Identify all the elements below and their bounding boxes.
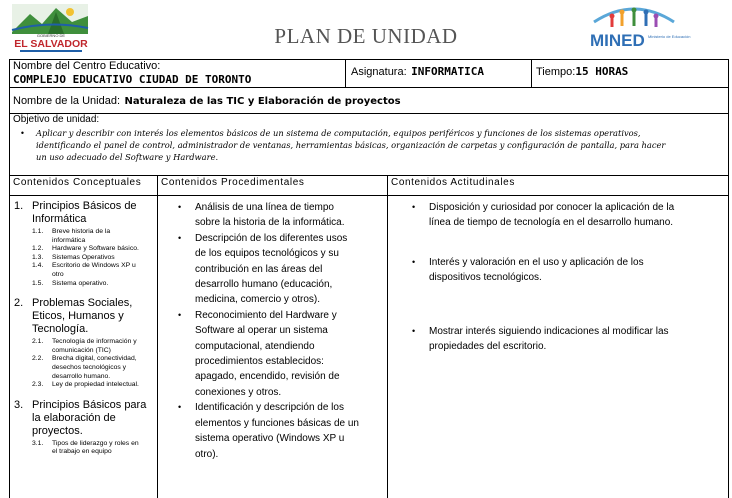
concept-sub-item <box>14 245 156 254</box>
concept-sub-line: Ley de propiedad intelectual. <box>52 381 139 389</box>
bullet-icon: • <box>178 232 182 243</box>
procedimental-line: Análisis de una línea de tiempo <box>195 202 334 213</box>
procedimental-item <box>170 308 382 400</box>
procedimental-line: Descripción de los diferentes usos <box>195 232 348 244</box>
concept-sub-line: informática <box>52 236 86 244</box>
mined-logo <box>586 2 691 58</box>
sub-number: 1.2. <box>32 245 44 253</box>
row-divider <box>9 113 729 114</box>
row-divider <box>9 87 729 88</box>
concept-sub-line: Sistemas Operativos <box>52 253 115 261</box>
centro-value: COMPLEJO EDUCATIVO CIUDAD DE TORONTO <box>13 73 252 86</box>
row-divider <box>9 195 729 196</box>
table-border-right <box>728 59 729 498</box>
procedimental-line: otro). <box>195 448 219 460</box>
header-conceptuales: Contenidos Conceptuales <box>13 177 142 188</box>
tiempo-label: Tiempo: <box>536 66 576 78</box>
procedimental-line: de los equipos tecnológicos y su <box>195 248 339 260</box>
asignatura-value: INFORMATICA <box>411 65 484 78</box>
sub-number: 1.1. <box>32 228 44 235</box>
concept-sub-item <box>14 338 156 355</box>
concept-main-item <box>14 200 156 226</box>
tiempo-value: 15 HORAS <box>575 65 629 78</box>
concept-main-line: Informática <box>32 213 87 225</box>
table-border-left <box>9 59 10 498</box>
concept-main-line: proyectos. <box>32 424 83 437</box>
concept-group <box>14 200 156 288</box>
procedimental-line: Software al operar un sistema <box>195 325 328 337</box>
procedimental-line: sobre la historia de la informática. <box>195 217 345 229</box>
procedimental-line: sistema operativo (Windows XP u <box>195 433 345 445</box>
concept-sub-line: Tecnología de información y <box>52 338 137 346</box>
procedimental-line: medicina, comercio y otros). <box>195 294 321 306</box>
actitudinal-line: Interés y valoración en el uso y aplicación de los <box>429 256 644 268</box>
conceptuales-list <box>14 200 156 466</box>
unidad-cell <box>13 91 401 109</box>
mined-small-text: Ministerio de Educación <box>648 34 691 39</box>
sub-number: 1.5. <box>32 279 44 287</box>
concept-main-line: Principios Básicos de <box>32 200 137 212</box>
concept-sub-item <box>14 228 156 245</box>
concept-sub-item <box>14 280 156 289</box>
actitudinales-list <box>404 200 726 354</box>
item-number: 3. <box>14 398 24 411</box>
procedimental-line: elementos y funciones básicas de un <box>195 417 359 429</box>
actitudinal-item <box>404 200 726 231</box>
actitudinal-line: línea de tiempo de tecnología en el desarrollo humano. <box>429 217 674 229</box>
column-divider <box>531 59 532 87</box>
actitudinal-line: Mostrar interés siguiendo indicaciones al modificar las <box>429 325 669 337</box>
concept-sub-line: otro <box>52 270 64 278</box>
tiempo-cell <box>536 62 628 80</box>
concept-sub-item <box>14 381 156 390</box>
objetivo-line: un uso adecuado del Software y Hardware. <box>36 152 219 162</box>
concept-main-line: Problemas Sociales, <box>32 297 133 310</box>
actitudinal-line: propiedades del escritorio. <box>429 341 547 353</box>
actitudinal-item <box>404 324 726 355</box>
sub-number: 1.4. <box>32 262 44 270</box>
item-number: 1. <box>14 200 24 212</box>
procedimental-item <box>170 231 382 308</box>
bullet-icon: • <box>178 309 182 320</box>
actitudinal-item <box>404 255 726 286</box>
sub-number: 2.1. <box>32 338 44 346</box>
objetivo-lines <box>36 127 716 163</box>
item-number: 2. <box>14 297 24 310</box>
concept-sub-line: Escritorio de Windows XP u <box>52 262 136 270</box>
sub-number: 3.1. <box>32 439 44 447</box>
concept-main-line: Principios Básicos para <box>32 398 147 411</box>
concept-sub-item <box>14 355 156 381</box>
procedimental-line: desarrollo humano (educación, <box>195 279 333 291</box>
logo-text: EL SALVADOR <box>14 38 88 50</box>
procedimental-line: conexiones y otros. <box>195 386 282 398</box>
row-divider <box>9 175 729 176</box>
procedimental-line: Reconocimiento del Hardware y <box>195 309 337 321</box>
objetivo-line: identificando el panel de control, administrador de ventanas, herramientas básicas, organización de carpetas y configuración de pantalla, para hacer <box>36 140 666 150</box>
procedimental-line: contribución en las áreas del <box>195 263 323 275</box>
bullet-icon: • <box>178 202 182 212</box>
concept-sub-item <box>14 440 156 457</box>
concept-sub-line: comunicación (TIC) <box>52 346 111 354</box>
sub-number: 2.3. <box>32 381 44 389</box>
bullet-icon: • <box>412 256 416 267</box>
actitudinal-line: Disposición y curiosidad por conocer la aplicación de la <box>429 202 675 213</box>
unidad-value: Naturaleza de las TIC y Elaboración de proyectos <box>124 96 401 107</box>
concept-sub-item <box>14 254 156 263</box>
asignatura-label: Asignatura: <box>351 66 407 78</box>
bullet-icon: • <box>178 402 182 413</box>
column-divider <box>157 175 158 498</box>
concept-sub-line: Brecha digital, conectividad, <box>52 355 137 363</box>
sub-number: 1.3. <box>32 253 44 261</box>
concept-main-line: la elaboración de <box>32 411 116 424</box>
procedimental-line: apagado, encendido, revisión de <box>195 371 340 383</box>
concept-sub-item <box>14 262 156 279</box>
concept-sub-line: Hardware y Software básico. <box>52 245 139 253</box>
centro-label: Nombre del Centro Educativo: <box>13 60 161 72</box>
concept-sub-line: Tipos de liderazgo y roles en <box>52 439 139 447</box>
concept-sub-line: desechos tecnológicos y <box>52 363 127 371</box>
actitudinal-line: dispositivos tecnológicos. <box>429 272 542 284</box>
concept-main-line: Tecnología. <box>32 323 89 336</box>
mined-text: MINED <box>590 31 645 50</box>
concept-group <box>14 297 156 390</box>
asignatura-cell <box>351 62 484 80</box>
logo-small-text: GOBIERNO DE <box>36 33 66 38</box>
sub-number: 2.2. <box>32 355 44 363</box>
header-procedimentales: Contenidos Procedimentales <box>161 177 305 188</box>
concept-group <box>14 399 156 457</box>
bullet-icon: • <box>412 202 416 212</box>
unidad-label: Nombre de la Unidad: <box>13 95 121 107</box>
concept-sub-line: Sistema operativo. <box>52 279 109 287</box>
header-actitudinales: Contenidos Actitudinales <box>391 177 515 188</box>
bullet-icon: • <box>412 325 416 336</box>
concept-sub-line: desarrollo humano. <box>52 372 111 380</box>
concept-main-line: Eticos, Humanos y <box>32 310 124 323</box>
procedimental-line: procedimientos establecidos: <box>195 356 324 368</box>
procedimental-line: Identificación y descripción de los <box>195 402 344 414</box>
procedimentales-list <box>170 200 382 462</box>
concept-sub-line: el trabajo en equipo <box>52 448 112 456</box>
objetivo-line: Aplicar y describir con interés los elementos básicos de un sistema de computación, equipos periféricos y funciones de los sistemas operativos, <box>36 128 641 138</box>
objetivo-label: Objetivo de unidad: <box>13 114 100 125</box>
concept-main-item <box>14 297 156 336</box>
page-title: PLAN DE UNIDAD <box>274 24 458 48</box>
column-divider <box>345 59 346 87</box>
column-divider <box>387 175 388 498</box>
procedimental-item <box>170 400 382 462</box>
procedimental-item <box>170 200 382 231</box>
concept-sub-line: Breve historia de la <box>52 228 111 235</box>
concept-main-item <box>14 399 156 438</box>
bullet-icon: • <box>20 128 25 138</box>
procedimental-line: computacional, atendiendo <box>195 340 315 352</box>
